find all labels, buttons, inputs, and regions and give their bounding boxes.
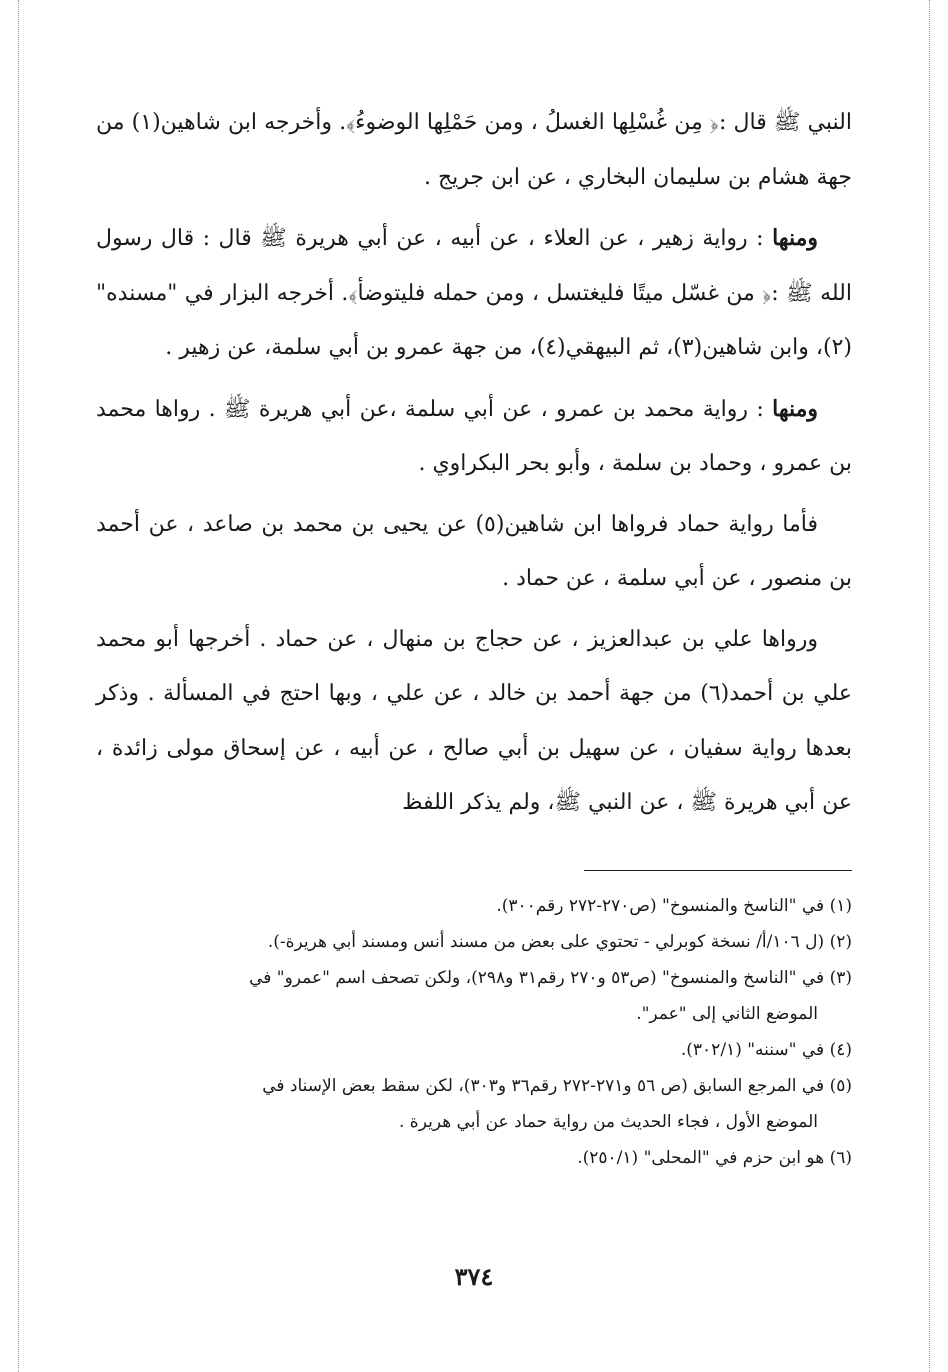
footnote-2-line-1: (٢) (ل ١٠٦/أ/ نسخة كوبرلي - تحتوي على بعض من مسند أنس ومسند أبي هريرة-). (267, 932, 852, 952)
footnote-5-line-1: (٥) في المرجع السابق (ص ٥٦ و٢٧١-٢٧٢ رقم٣٦ و٣٠٣)، لكن سقط بعض الإسناد في (262, 1076, 852, 1096)
footnote-5-line-2: الموضع الأول ، فجاء الحديث من رواية حماد عن أبي هريرة . (399, 1112, 818, 1132)
footnote-3-line-2: الموضع الثاني إلى "عمر". (636, 1004, 818, 1024)
paragraph-2-line-2: قال رسول الله ﷺ :﴿ من غسّل ميتًا فليغتسل ، ومن حمله فليتوضأ﴾. أخرجه (96, 226, 852, 306)
footnote-6-line-1: (٦) هو ابن حزم في "المحلى" (٢٥٠/١). (577, 1148, 852, 1168)
footnote-6 (96, 1140, 852, 1176)
paragraph-5 (96, 613, 852, 831)
footnote-5 (96, 1068, 852, 1104)
paragraph-4 (96, 498, 852, 607)
footnote-3-continuation (96, 996, 852, 1032)
page-number: ٣٧٤ (454, 1262, 494, 1291)
footnote-2 (96, 924, 852, 960)
footnote-5-continuation (96, 1104, 852, 1140)
paragraph-4-line-2: أحمد بن منصور ، عن أبي سلمة ، عن حماد . (96, 511, 852, 591)
footnote-3-line-1: (٣) في "الناسخ والمنسوخ" (ص٥٣ و٢٧٠ رقم٣١ و٢٩٨)، ولكن تصحف اسم "عمرو" في (249, 968, 852, 988)
paragraph-3 (96, 382, 852, 492)
footnotes (96, 888, 852, 1176)
paragraph-2-line-3: البزار في "مسنده"(٢)، وابن شاهين(٣)، ثم البيهقي(٤)، من جهة عمرو بن أبي (96, 280, 852, 360)
footnote-separator (584, 870, 852, 871)
footnote-3 (96, 960, 852, 996)
paragraph-2-line-4: سلمة، عن زهير . (165, 335, 322, 360)
paragraph-1 (96, 96, 852, 205)
paragraph-4-line-1: فأما رواية حماد فرواها ابن شاهين(٥) عن يحيى بن محمد بن صاعد ، عن (148, 511, 818, 537)
paragraph-5-line-4: إسحاق مولى زائدة ، عن أبي هريرة ﷺ ، عن النبي ﷺ، ولم يذكر اللفظ (96, 735, 852, 815)
main-text (96, 96, 852, 837)
paragraph-2-line-1: : رواية زهير ، عن العلاء ، عن أبيه ، عن أبي هريرة ﷺ قال : (202, 226, 764, 251)
paragraph-5-line-3: المسألة . وذكر بعدها رواية سفيان ، عن سهيل بن أبي صالح ، عن أبيه ، عن (96, 681, 852, 761)
paragraph-3-lead: ومنها (772, 395, 818, 422)
margin-dotted-line-left (18, 0, 19, 1372)
paragraph-3-line-1: : رواية محمد بن عمرو ، عن أبي سلمة ،عن أبي هريرة ﷺ . (208, 396, 764, 422)
paragraph-3-line-2: رواها محمد بن عمرو ، وحماد بن سلمة ، وأبو بحر البكراوي . (96, 396, 852, 476)
paragraph-5-line-2: أبو محمد علي بن أحمد(٦) من جهة أحمد بن خالد ، عن علي ، وبها احتج في (96, 626, 852, 706)
footnote-4 (96, 1032, 852, 1068)
paragraph-2 (96, 211, 852, 376)
paragraph-5-line-1: ورواها علي بن عبدالعزيز ، عن حجاج بن منهال ، عن حماد . أخرجها (188, 626, 818, 652)
footnote-1-line-1: (١) في "الناسخ والمنسوخ" (ص٢٧٠-٢٧٢ رقم٣٠٠). (496, 896, 852, 916)
margin-dotted-line-right (929, 0, 930, 1372)
paragraph-2-lead: ومنها (772, 225, 818, 251)
paragraph-1-line-1: النبي ﷺ قال :﴿ مِن غُسْلِها الغسلُ ، ومن حَمْلِها الوضوءُ﴾. وأخرجه ابن (227, 110, 853, 135)
footnote-1 (96, 888, 852, 924)
paragraph-1-line-2: شاهين(١) من جهة هشام بن سليمان البخاري ، عن ابن جريج . (96, 110, 852, 190)
footnote-4-line-1: (٤) في "سننه" (٣٠٢/١). (680, 1040, 852, 1060)
